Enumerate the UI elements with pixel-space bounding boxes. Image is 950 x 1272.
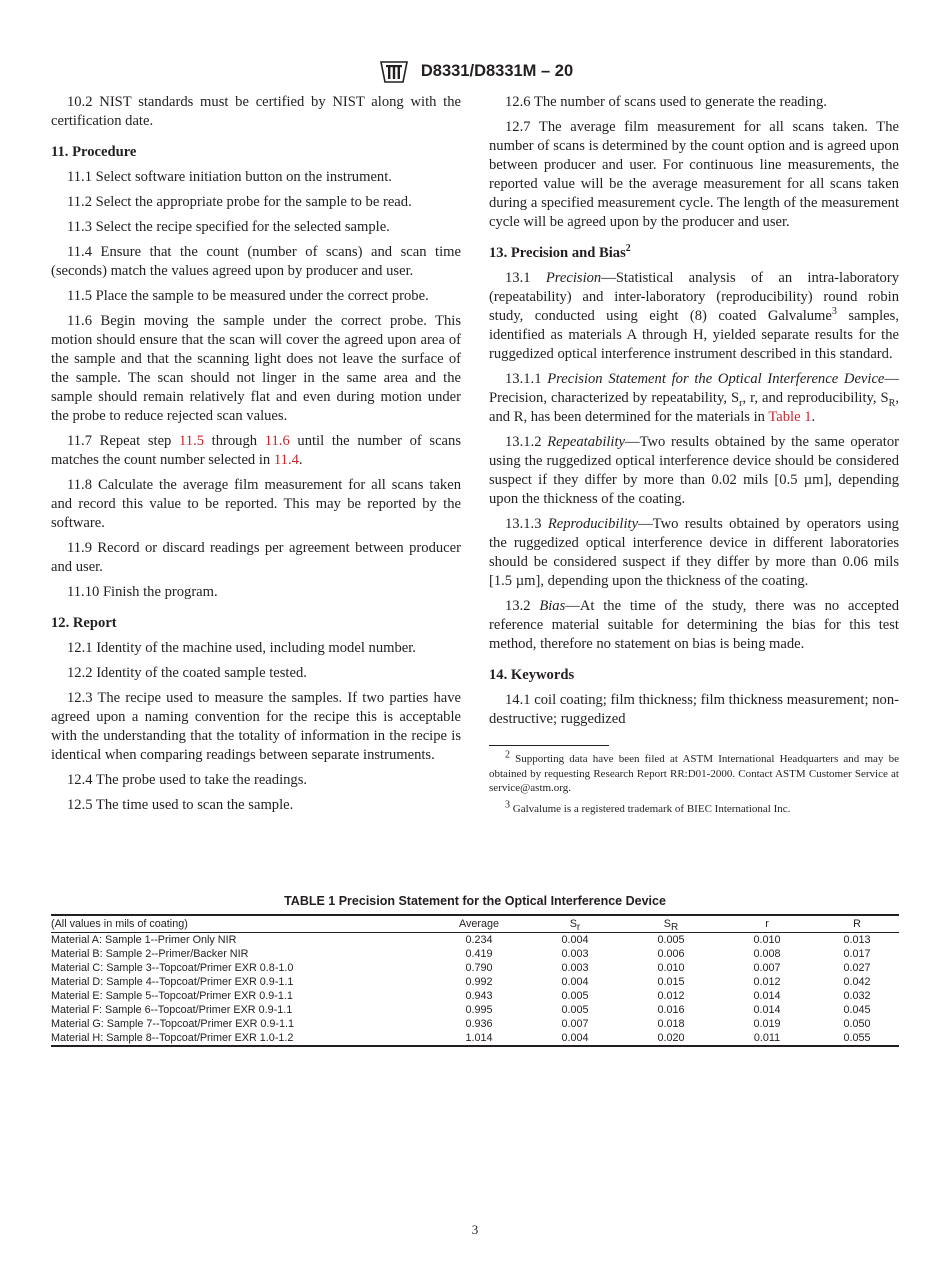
paragraph-11-10: 11.10 Finish the program. xyxy=(67,584,218,600)
table-cell-value: 0.017 xyxy=(843,948,871,960)
table-cell-value: 0.015 xyxy=(657,976,685,988)
table-cell-value: 0.936 xyxy=(465,1018,493,1030)
table-cell-value: 0.014 xyxy=(753,990,781,1002)
header-text: S xyxy=(569,918,577,930)
table-cell-value: 0.032 xyxy=(843,990,871,1002)
paragraph-12-7: 12.7 The average film measurement for all scans taken. The number of scans is determined by the count option and is agreed upon between producer and user. For continuous line measurements, the reported value will be the average measurement for all scans taken during a specified measurement cycle. The length of the measurement cycle will be agreed upon by the producer and user. xyxy=(489,119,899,230)
footnote-divider xyxy=(489,745,609,746)
table-cell-value: 0.007 xyxy=(561,1018,589,1030)
footnote-marker: 2 xyxy=(505,749,510,761)
paragraph-13-1-2 xyxy=(489,433,899,509)
link-11-6[interactable]: 11.6 xyxy=(264,433,290,449)
table-cell-value: 0.042 xyxy=(843,976,871,988)
paragraph-13-2 xyxy=(489,597,899,654)
table-cell-material: Material F: Sample 6--Topcoat/Primer EXR 0.9-1.1 xyxy=(51,1004,293,1016)
subscript: R xyxy=(888,397,896,409)
paragraph-11-1: 11.1 Select software initiation button on the instrument. xyxy=(67,169,392,185)
footnote-text: Supporting data have been filed at ASTM International Headquarters and may be obtained by requesting Research Report RR:D01-2000. Contact ASTM Customer Service at service@astm.org. xyxy=(489,753,899,794)
table-cell-material: Material E: Sample 5--Topcoat/Primer EXR 0.9-1.1 xyxy=(51,990,293,1002)
paragraph-12-4: 12.4 The probe used to take the readings. xyxy=(67,772,308,788)
table-cell-value: 0.013 xyxy=(843,934,871,946)
table-cell-value: 0.005 xyxy=(561,990,589,1002)
text-span: . xyxy=(811,409,816,425)
paragraph-11-7 xyxy=(51,432,461,470)
paragraph-13-1-1 xyxy=(489,370,899,427)
section-heading-procedure: 11. Procedure xyxy=(51,144,137,160)
table-row xyxy=(51,933,899,948)
table-title: TABLE 1 Precision Statement for the Optical Interference Device xyxy=(284,894,666,908)
table-cell-value: 0.008 xyxy=(753,948,781,960)
term-precision: Precision xyxy=(545,270,602,286)
text-span: 13.1.2 xyxy=(505,434,548,450)
table-row xyxy=(51,1031,899,1046)
table-cell-value: 0.050 xyxy=(843,1018,871,1030)
table-header-row xyxy=(51,915,899,933)
page-header xyxy=(0,56,950,84)
footnote-ref-3: 3 xyxy=(831,306,837,318)
text-span: 13.1.3 xyxy=(505,516,548,532)
table-cell-value: 0.016 xyxy=(657,1004,685,1016)
table-cell-value: 0.005 xyxy=(561,1004,589,1016)
table-cell-material: Material G: Sample 7--Topcoat/Primer EXR 0.9-1.1 xyxy=(51,1018,295,1030)
text-span: 13.1 xyxy=(505,270,546,286)
text-span: 13.1.1 xyxy=(505,371,548,387)
text-span: until the number of scans matches the count number selected in xyxy=(51,433,461,468)
table-cell-value: 0.027 xyxy=(843,962,871,974)
table-cell-value: 0.992 xyxy=(465,976,493,988)
table-cell-value: 1.014 xyxy=(465,1032,493,1044)
table-cell-material: Material A: Sample 1--Primer Only NIR xyxy=(51,934,237,946)
link-11-5[interactable]: 11.5 xyxy=(179,433,205,449)
table-cell-value: 0.995 xyxy=(465,1004,493,1016)
table-cell-value: 0.003 xyxy=(561,962,589,974)
header-sr xyxy=(527,915,623,933)
paragraph-11-2: 11.2 Select the appropriate probe for the sample to be read. xyxy=(67,194,412,210)
text-span: —Two results obtained by operators using the ruggedized optical interference device in different laboratories should be considered suspect if they differ by more than 0.06 mils [1.5 µm], depending upon the thickness of the coating. xyxy=(489,516,899,589)
term-bias: Bias xyxy=(539,598,566,614)
paragraph-12-6: 12.6 The number of scans used to generate the reading. xyxy=(505,94,827,110)
table-cell-value: 0.005 xyxy=(657,934,685,946)
footnote-ref-2: 2 xyxy=(625,243,631,255)
paragraph-13-1-3 xyxy=(489,515,899,591)
table-row xyxy=(51,947,899,961)
table-row xyxy=(51,1003,899,1017)
footnote-text: Galvalume is a registered trademark of BIEC International Inc. xyxy=(510,802,791,815)
table-cell-value: 0.003 xyxy=(561,948,589,960)
header-R: R xyxy=(853,918,861,930)
table-cell-value: 0.018 xyxy=(657,1018,685,1030)
table-cell-value: 0.019 xyxy=(753,1018,781,1030)
header-text: S xyxy=(663,918,671,930)
header-r: r xyxy=(765,918,769,930)
precision-table xyxy=(51,914,899,1047)
left-column xyxy=(51,93,461,821)
text-span: samples, identified as materials A through H, yielded separate results for the ruggedized optical interference instrument described in this standard. xyxy=(489,308,899,362)
link-table-1[interactable]: Table 1 xyxy=(768,409,812,425)
table-row xyxy=(51,975,899,989)
paragraph-11-4: 11.4 Ensure that the count (number of scans) and scan time (seconds) match the values agreed upon by producer and user. xyxy=(51,244,461,279)
standard-designation: D8331/D8331M – 20 xyxy=(420,61,574,80)
paragraph-10-2: 10.2 NIST standards must be certified by NIST along with the certification date. xyxy=(51,94,461,129)
paragraph-11-5: 11.5 Place the sample to be measured under the correct probe. xyxy=(67,288,429,304)
paragraph-12-3: 12.3 The recipe used to measure the samples. If two parties have agreed upon a naming convention for the recipe this is acceptable with the understanding that the totality of information in the recipe is identical when comparing readings between separate instruments. xyxy=(51,690,461,763)
paragraph-14-1: 14.1 coil coating; film thickness; film thickness measurement; non-destructive; ruggedized xyxy=(489,692,899,727)
precision-table-block xyxy=(51,894,899,1047)
paragraph-11-6: 11.6 Begin moving the sample under the correct probe. This motion should ensure that the scan will cover the agreed upon area of the sample and that the scanning light does not leave the surface of the sample. The scan should not linger in the same area and the sample should remain relatively flat and even during motion under the probe to reduce rejected scan values. xyxy=(51,313,461,424)
table-cell-value: 0.020 xyxy=(657,1032,685,1044)
section-heading-keywords: 14. Keywords xyxy=(489,667,575,683)
paragraph-12-1: 12.1 Identity of the machine used, including model number. xyxy=(67,640,416,656)
section-heading-report: 12. Report xyxy=(51,615,117,631)
term-precision-statement: Precision Statement for the Optical Interference Device xyxy=(547,371,885,387)
table-cell-value: 0.055 xyxy=(843,1032,871,1044)
text-span: , r, and reproducibility, S xyxy=(742,390,889,406)
table-cell-value: 0.234 xyxy=(465,934,493,946)
subscript: R xyxy=(670,922,679,934)
table-row xyxy=(51,961,899,975)
table-cell-value: 0.045 xyxy=(843,1004,871,1016)
paragraph-11-3: 11.3 Select the recipe specified for the selected sample. xyxy=(67,219,390,235)
header-sR xyxy=(623,915,719,933)
table-cell-value: 0.007 xyxy=(753,962,781,974)
heading-text: 13. Precision and Bias xyxy=(489,245,626,261)
astm-logo-icon xyxy=(377,56,411,86)
term-reproducibility: Reproducibility xyxy=(547,516,639,532)
table-cell-value: 0.004 xyxy=(561,1032,589,1044)
right-column xyxy=(489,93,899,822)
section-heading-precision-bias xyxy=(489,244,899,263)
table-cell-value: 0.943 xyxy=(465,990,493,1002)
header-material: (All values in mils of coating) xyxy=(51,918,188,930)
term-repeatability: Repeatability xyxy=(547,434,626,450)
table-cell-value: 0.419 xyxy=(465,948,493,960)
text-span: —Two results obtained by the same operator using the ruggedized optical interference device should be considered suspect if they differ by more than 0.02 mils [0.5 µm], depending upon the thickness of the coating. xyxy=(489,434,899,507)
paragraph-12-2: 12.2 Identity of the coated sample tested. xyxy=(67,665,307,681)
table-cell-value: 0.790 xyxy=(465,962,493,974)
table-row xyxy=(51,989,899,1003)
table-cell-value: 0.006 xyxy=(657,948,685,960)
table-cell-value: 0.014 xyxy=(753,1004,781,1016)
table-cell-value: 0.012 xyxy=(657,990,685,1002)
paragraph-13-1 xyxy=(489,269,899,364)
subscript: r xyxy=(739,397,743,409)
table-row xyxy=(51,1017,899,1031)
text-span: —At the time of the study, there was no accepted reference material suitable for determining the bias for this test method, therefore no statement on bias is being made. xyxy=(489,598,900,652)
table-cell-material: Material H: Sample 8--Topcoat/Primer EXR 1.0-1.2 xyxy=(51,1032,294,1044)
text-span: —Statistical analysis of an intra-laboratory (repeatability) and inter-laboratory (reproducibility) round robin study, conducted using eight (8) coated Galvalume xyxy=(489,270,900,324)
footnote-3 xyxy=(489,798,899,817)
text-span: . xyxy=(298,452,303,468)
table-cell-material: Material C: Sample 3--Topcoat/Primer EXR 0.8-1.0 xyxy=(51,962,294,974)
subscript: r xyxy=(576,922,581,934)
header-average: Average xyxy=(458,918,500,930)
link-11-4[interactable]: 11.4 xyxy=(273,452,299,468)
footnote-2 xyxy=(489,749,899,796)
text-span: 13.2 xyxy=(505,598,540,614)
text-span: , and R, has been determined for the materials in xyxy=(489,390,899,425)
table-body xyxy=(51,933,899,1047)
table-cell-material: Material B: Sample 2--Primer/Backer NIR xyxy=(51,948,249,960)
text-span: through xyxy=(204,433,265,449)
table-cell-value: 0.011 xyxy=(753,1032,781,1044)
table-cell-value: 0.010 xyxy=(657,962,685,974)
page-number: 3 xyxy=(471,1222,479,1237)
footnote-marker: 3 xyxy=(505,798,510,810)
table-cell-value: 0.004 xyxy=(561,976,589,988)
text-span: 11.7 Repeat step xyxy=(67,433,180,449)
paragraph-11-9: 11.9 Record or discard readings per agreement between producer and user. xyxy=(51,540,461,575)
table-cell-material: Material D: Sample 4--Topcoat/Primer EXR 0.9-1.1 xyxy=(51,976,294,988)
table-cell-value: 0.012 xyxy=(753,976,781,988)
paragraph-11-8: 11.8 Calculate the average film measurement for all scans taken and record this value to be reported. This may be reported by the software. xyxy=(51,477,461,531)
text-span: —Precision, characterized by repeatability, S xyxy=(489,371,899,406)
table-cell-value: 0.010 xyxy=(753,934,781,946)
paragraph-12-5: 12.5 The time used to scan the sample. xyxy=(67,797,294,813)
table-cell-value: 0.004 xyxy=(561,934,589,946)
